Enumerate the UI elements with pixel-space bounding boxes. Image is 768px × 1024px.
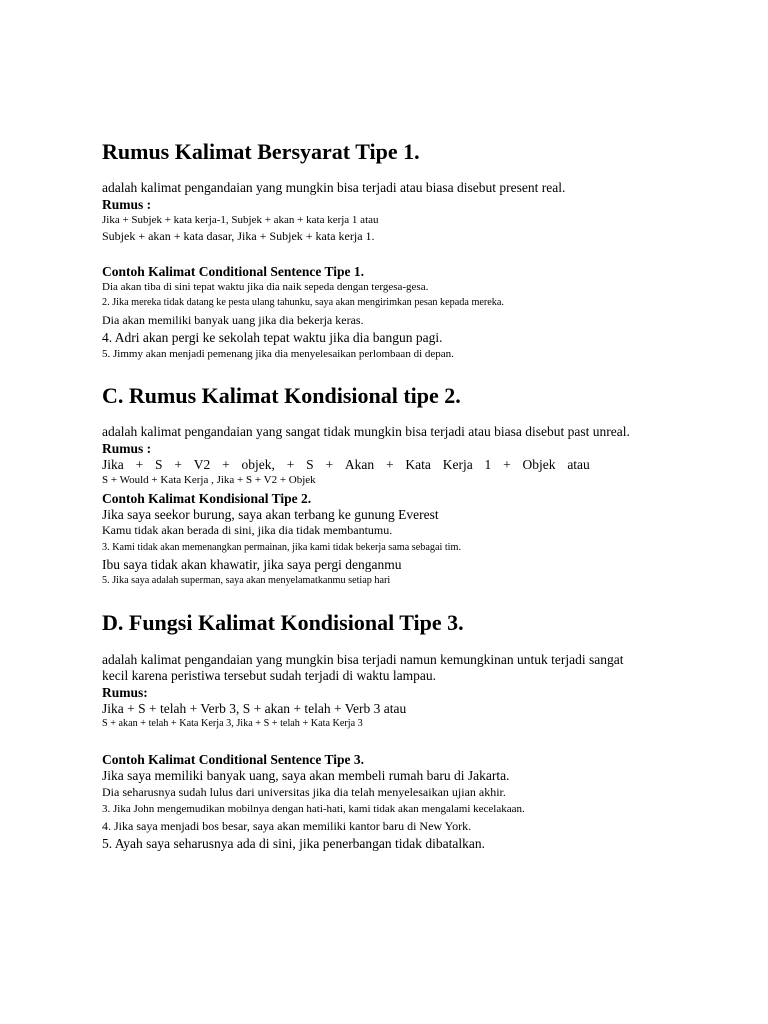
rumus-token: + (174, 457, 182, 472)
section1-example: 5. Jimmy akan menjadi pemenang jika dia menyelesaikan perlombaan di depan. (102, 348, 454, 360)
section3-rumus-line: Jika + S + telah + Verb 3, S + akan + telah + Verb 3 atau (102, 701, 407, 716)
section2-rumus-line-justified (102, 457, 590, 473)
section3-example: 3. Jika John mengemudikan mobilnya dengan hati-hati, kami tidak akan mengalami kecelakaan. (102, 803, 525, 815)
section3-title: D. Fungsi Kalimat Kondisional Tipe 3. (102, 610, 464, 635)
rumus-token: S (306, 457, 314, 472)
rumus-token: + (385, 457, 394, 472)
rumus-token: + (222, 457, 230, 472)
rumus-token: 1 (484, 457, 492, 472)
section1-rumus-label: Rumus : (102, 197, 152, 212)
section1-rumus-line: Jika + Subjek + kata kerja-1, Subjek + akan + kata kerja 1 atau (102, 214, 379, 226)
section3-rumus-line: S + akan + telah + Kata Kerja 3, Jika + S + telah + Kata Kerja 3 (102, 718, 363, 729)
section1-example: Dia akan memiliki banyak uang jika dia bekerja keras. (102, 313, 364, 327)
section3-contoh-title: Contoh Kalimat Conditional Sentence Tipe 3. (102, 752, 365, 767)
rumus-token: Objek (522, 457, 556, 472)
section2-definition: adalah kalimat pengandaian yang sangat tidak mungkin bisa terjadi atau biasa disebut past unreal. (102, 424, 630, 439)
rumus-token: atau (567, 457, 590, 472)
section3-example: 5. Ayah saya seharusnya ada di sini, jika penerbangan tidak dibatalkan. (102, 836, 486, 851)
section1-title: Rumus Kalimat Bersyarat Tipe 1. (102, 139, 420, 164)
section1-contoh-title: Contoh Kalimat Conditional Sentence Tipe 1. (102, 264, 365, 279)
section3-definition-line: kecil karena peristiwa tersebut sudah terjadi di waktu lampau. (102, 668, 437, 683)
section1-example: 4. Adri akan pergi ke sekolah tepat waktu jika dia bangun pagi. (102, 330, 443, 345)
rumus-token: V2 (193, 457, 211, 472)
rumus-token: Jika (102, 457, 124, 472)
section3-example: Jika saya memiliki banyak uang, saya akan membeli rumah baru di Jakarta. (102, 768, 510, 783)
rumus-token: Akan (344, 457, 375, 472)
section2-rumus-label: Rumus : (102, 441, 152, 456)
section2-contoh-title: Contoh Kalimat Kondisional Tipe 2. (102, 491, 312, 506)
rumus-token: objek, (241, 457, 275, 472)
section2-example: 3. Kami tidak akan memenangkan permainan, jika kami tidak bekerja sama sebagai tim. (102, 542, 461, 553)
rumus-token: + (286, 457, 295, 472)
section2-example: Kamu tidak akan berada di sini, jika dia tidak membantumu. (102, 523, 393, 537)
section3-rumus-label: Rumus: (102, 685, 148, 700)
rumus-token: + (503, 457, 511, 472)
section2-example: Ibu saya tidak akan khawatir, jika saya pergi denganmu (102, 557, 402, 572)
rumus-token: + (325, 457, 334, 472)
section1-example: 2. Jika mereka tidak datang ke pesta ulang tahunku, saya akan mengirimkan pesan kepada mereka. (102, 297, 504, 308)
rumus-token: Kata (405, 457, 431, 472)
section2-title: C. Rumus Kalimat Kondisional tipe 2. (102, 383, 461, 408)
rumus-token: + (135, 457, 144, 472)
section2-rumus-line: S + Would + Kata Kerja , Jika + S + V2 + Objek (102, 474, 316, 486)
section1-rumus-line: Subjek + akan + kata dasar, Jika + Subjek + kata kerja 1. (102, 229, 375, 243)
rumus-token: S (155, 457, 163, 472)
section3-example: Dia seharusnya sudah lulus dari universitas jika dia telah menyelesaikan ujian akhir. (102, 785, 506, 799)
section2-example: 5. Jika saya adalah superman, saya akan menyelamatkanmu setiap hari (102, 575, 391, 586)
rumus-token: Kerja (442, 457, 473, 472)
section3-definition-line: adalah kalimat pengandaian yang mungkin bisa terjadi namun kemungkinan untuk terjadi sangat (102, 652, 624, 667)
section3-example: 4. Jika saya menjadi bos besar, saya akan memiliki kantor baru di New York. (102, 819, 472, 833)
section2-example: Jika saya seekor burung, saya akan terbang ke gunung Everest (102, 507, 439, 522)
section1-example: Dia akan tiba di sini tepat waktu jika dia naik sepeda dengan tergesa-gesa. (102, 281, 429, 293)
section1-definition: adalah kalimat pengandaian yang mungkin bisa terjadi atau biasa disebut present real. (102, 180, 566, 195)
